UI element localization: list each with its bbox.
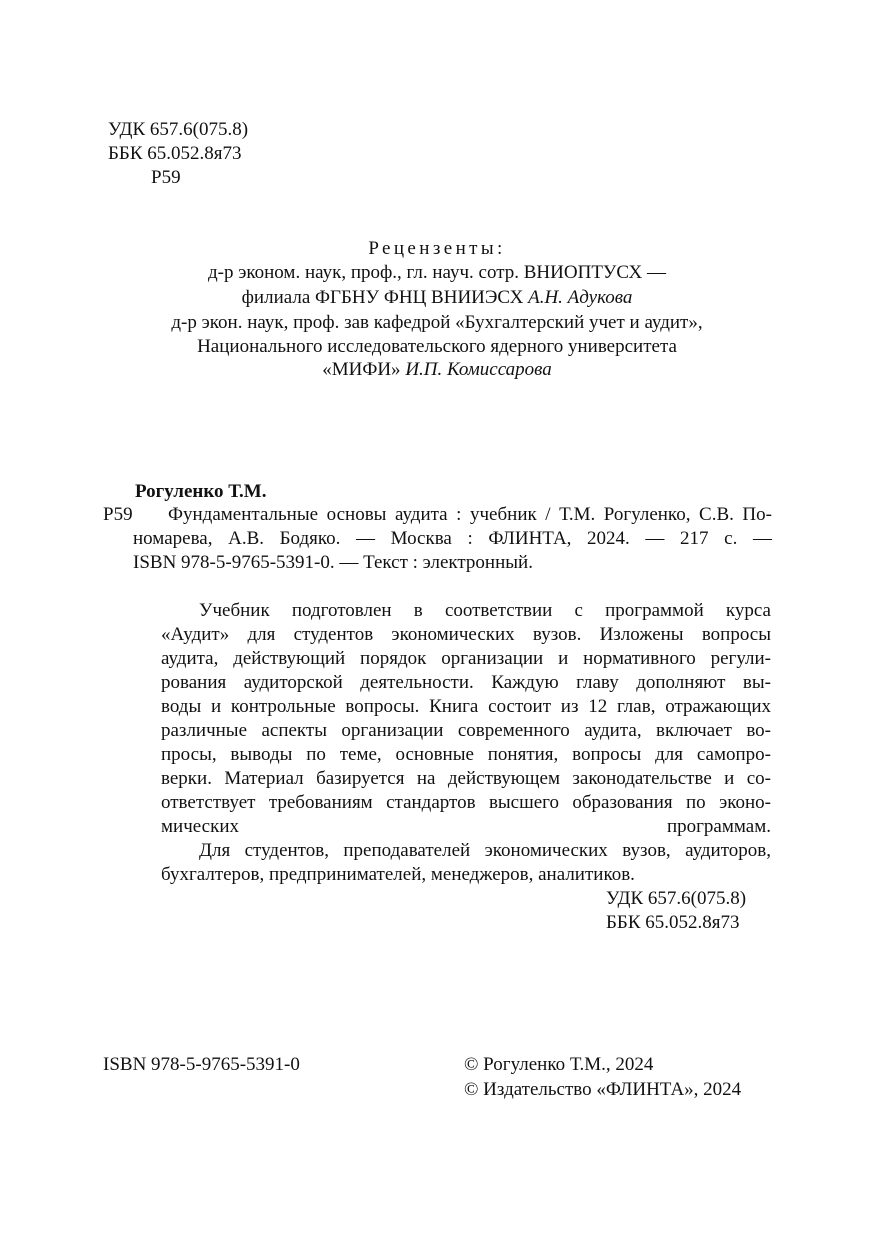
copyright-publisher: © Издательство «ФЛИНТА», 2024 [464,1079,742,1100]
udk-code-top: УДК 657.6(075.8) [108,119,249,140]
annotation-line: просы, выводы по теме, основные понятия, вопросы для самопро- [161,744,771,765]
reviewer-name-2: И.П. Комиссарова [405,359,552,380]
reviewer-line-1: д-р эконом. наук, проф., гл. науч. сотр. ВНИОПТУСХ — [207,262,667,283]
author-heading: Рогуленко Т.М. [135,481,267,502]
reviewer-line-3: д-р экон. наук, проф. зав кафедрой «Бухгалтерский учет и аудит», [171,312,703,333]
copyright-author: © Рогуленко Т.М., 2024 [464,1054,654,1075]
reviewer-line-2 [0,286,874,310]
annotation-line: воды и контрольные вопросы. Книга состоит из 12 глав, отражающих [161,696,771,717]
author-mark-top: Р59 [151,167,181,188]
reviewer-institution: «МИФИ» [322,359,406,380]
reviewer-affiliation: филиала ФГБНУ ФНЦ ВНИИЭСХ [241,287,529,308]
reviewer-line-4: Национального исследовательского ядерного университета [197,336,677,357]
bbk-code-top: ББК 65.052.8я73 [108,143,242,164]
udk-code-bottom: УДК 657.6(075.8) [606,888,747,909]
bib-line-1: Фундаментальные основы аудита : учебник / Т.М. Рогуленко, С.В. По- [168,504,772,525]
bbk-code-bottom: ББК 65.052.8я73 [606,912,740,933]
isbn: ISBN 978-5-9765-5391-0 [103,1054,300,1075]
annotation-line: аудита, действующий порядок организации и нормативного регули- [161,648,771,669]
reviewers-heading: Рецензенты: [368,238,506,259]
author-mark: Р59 [103,504,133,525]
reviewer-line-5 [0,358,874,382]
bib-line-3: ISBN 978-5-9765-5391-0. — Текст : электронный. [133,552,533,573]
annotation-line: «Аудит» для студентов экономических вузов. Изложены вопросы [161,624,771,645]
reviewer-name-1: А.Н. Адукова [528,287,633,308]
annotation-line: верки. Материал базируется на действующем законодательстве и со- [161,768,771,789]
audience-line: бухгалтеров, предпринимателей, менеджеров, аналитиков. [161,864,635,885]
annotation-line: ответствует требованиям стандартов высшего образования по эконо- [161,792,771,813]
annotation-line: мических программам. [161,816,771,837]
annotation-line: Учебник подготовлен в соответствии с программой курса [199,600,771,621]
audience-line: Для студентов, преподавателей экономических вузов, аудиторов, [199,840,771,861]
annotation-line: различные аспекты организации современного аудита, включает во- [161,720,771,741]
annotation-line: рования аудиторской деятельности. Каждую главу дополняют вы- [161,672,771,693]
bib-line-2: номарева, А.В. Бодяко. — Москва : ФЛИНТА, 2024. — 217 с. — [133,528,772,549]
